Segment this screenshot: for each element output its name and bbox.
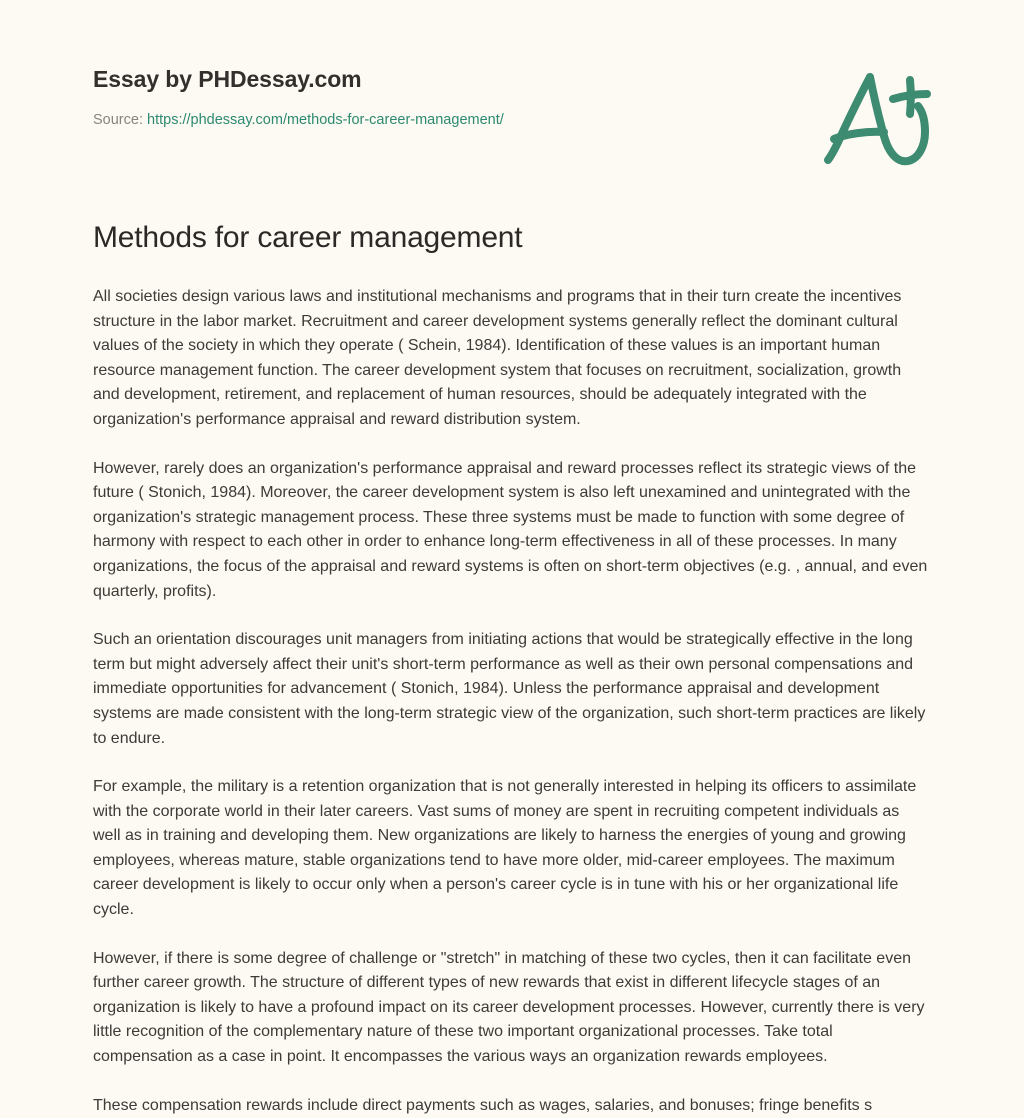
page-title: Methods for career management (93, 221, 523, 254)
body-paragraph: All societies design various laws and institutional mechanisms and programs that in their turn create the incentives structure in the labor market. Recruitment and career development systems generally reflect the dominant cultural values of the society in which they operate ( Schein, 1984). Identification of these values is an important human resource management function. The career development system that focuses on recruitment, socialization, growth and development, retirement, and replacement of human resources, should be adequately integrated with the organization's performance appraisal and reward distribution system. (93, 288, 902, 428)
brand-title: Essay by PHDessay.com (93, 66, 362, 92)
a-plus-logo-icon (812, 60, 936, 172)
body-paragraph: However, rarely does an organization's performance appraisal and reward processes reflect its strategic views of the future ( Stonich, 1984). Moreover, the career development system is also left unexamined and unintegrated with the organization's strategic management process. These three systems must be made to function with some degree of harmony with respect to each other in order to enhance long-term effectiveness in all of these processes. In many organizations, the focus of the appraisal and reward systems is often on short-term objectives (e.g. , annual, and even quarterly, profits). (93, 459, 928, 600)
body-paragraph: Such an orientation discourages unit managers from initiating actions that would be strategically effective in the long term but might adversely affect their unit's short-term performance as well as their own personal compensations and immediate opportunities for advancement ( Stonich, 1984). Unless the performance appraisal and development systems are made consistent with the long-term strategic view of the organization, such short-term practices are likely to endure. (93, 631, 926, 747)
source-url-link[interactable]: https://phdessay.com/methods-for-career-management/ (147, 111, 504, 128)
document-header (93, 66, 793, 129)
source-label: Source: (93, 111, 143, 128)
body-paragraph: These compensation rewards include direct payments such as wages, salaries, and bonuses; fringe benefits s (93, 1096, 873, 1114)
essay-body (93, 285, 931, 1118)
body-paragraph: For example, the military is a retention organization that is not generally interested in helping its officers to assimilate with the corporate world in their later careers. Vast sums of money are spent in recruiting competent individuals as well as in training and developing them. New organizations are likely to harness the energies of young and growing employees, whereas mature, stable organizations tend to have more older, mid-career employees. The maximum career development is likely to occur only when a person's career cycle is in tune with his or her organizational life cycle. (93, 778, 917, 919)
body-paragraph: However, if there is some degree of challenge or "stretch" in matching of these two cycles, then it can facilitate even further career growth. The structure of different types of new rewards that exist in different lifecycle stages of an organization is likely to have a profound impact on its career development processes. However, currently there is very little recognition of the complementary nature of these two important organizational processes. Take total compensation as a case in point. It encompasses the various ways an organization rewards employees. (93, 949, 925, 1066)
source-line (93, 94, 793, 130)
